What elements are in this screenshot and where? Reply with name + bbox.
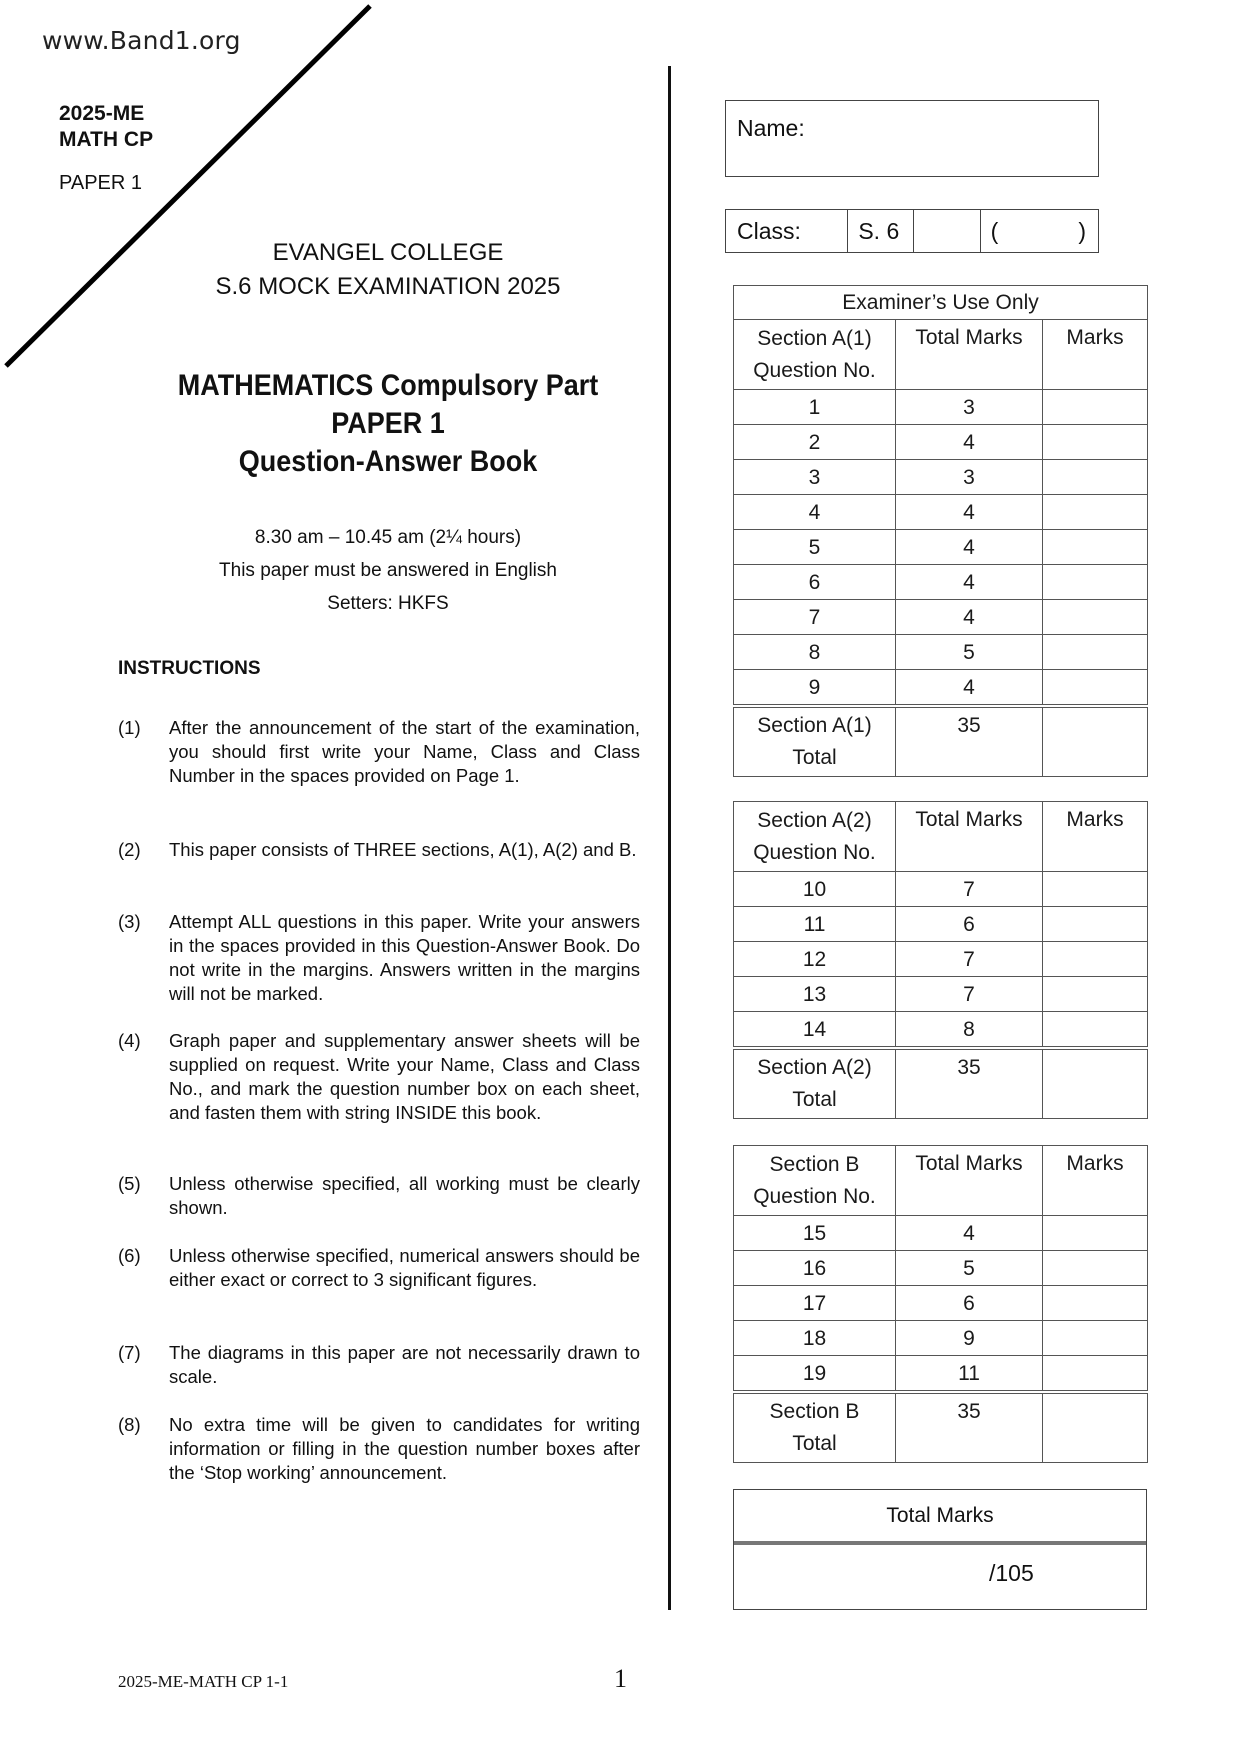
school-name: EVANGEL COLLEGE (272, 239, 504, 266)
total-marks: 3 (896, 390, 1043, 425)
instruction-text: Unless otherwise specified, all working must be clearly shown. (169, 1173, 640, 1218)
total-marks: 6 (896, 907, 1043, 942)
question-no-label: Question No. (753, 1184, 876, 1208)
marks-header: Marks (1043, 320, 1148, 390)
total-marks: 4 (896, 670, 1043, 707)
total-marks: 6 (896, 1286, 1043, 1321)
name-label: Name: (737, 115, 805, 141)
section-total-line1: Section A(1) (757, 714, 872, 737)
marks-cell[interactable] (1043, 1286, 1148, 1321)
marks-cell[interactable] (1043, 425, 1148, 460)
total-marks: 4 (896, 565, 1043, 600)
total-marks: 9 (896, 1321, 1043, 1356)
question-number: 12 (734, 942, 896, 977)
table-row (734, 495, 1148, 530)
question-number: 16 (734, 1251, 896, 1286)
total-marks-header: Total Marks (896, 802, 1043, 872)
examiner-table-section-b (733, 1145, 1148, 1463)
marks-cell[interactable] (1043, 530, 1148, 565)
question-number: 9 (734, 670, 896, 707)
marks-cell[interactable] (1043, 1012, 1148, 1049)
total-marks: 7 (896, 872, 1043, 907)
class-field-row (725, 209, 1099, 253)
question-number: 14 (734, 1012, 896, 1049)
instruction-item (118, 1341, 640, 1389)
total-marks: 8 (896, 1012, 1043, 1049)
exam-name: S.6 MOCK EXAMINATION 2025 (215, 273, 561, 300)
instruction-item (118, 1413, 640, 1485)
total-marks-header: Total Marks (896, 320, 1043, 390)
total-marks: 4 (896, 600, 1043, 635)
section-total-line2: Total (792, 1088, 837, 1111)
section-total-value: 35 (896, 1048, 1043, 1119)
paper-code (59, 101, 153, 153)
instruction-text: Attempt ALL questions in this paper. Write your answers in the spaces provided in this Question-Answer Book. Do not write in the margins. Answers written in the margins will not be marked. (169, 911, 640, 1004)
class-letter-field[interactable] (914, 210, 981, 252)
paper-label: PAPER 1 (59, 172, 142, 194)
marks-header: Marks (1043, 1146, 1148, 1216)
marks-cell[interactable] (1043, 872, 1148, 907)
table-row (734, 977, 1148, 1012)
vertical-divider (668, 66, 671, 1610)
marks-cell[interactable] (1043, 495, 1148, 530)
question-number: 18 (734, 1321, 896, 1356)
total-marks: 3 (896, 460, 1043, 495)
question-number: 7 (734, 600, 896, 635)
question-number: 6 (734, 565, 896, 600)
question-no-label: Question No. (753, 358, 876, 382)
section-name: Section A(2) (757, 808, 872, 832)
examiner-use-only-title: Examiner’s Use Only (734, 286, 1148, 320)
section-total-row (734, 706, 1148, 777)
instruction-number: (3) (118, 911, 141, 932)
marks-cell[interactable] (1043, 977, 1148, 1012)
section-name: Section A(1) (757, 326, 872, 350)
book-title: Question-Answer Book (238, 445, 538, 478)
table-row (734, 425, 1148, 460)
table-row (734, 670, 1148, 707)
total-marks-header: Total Marks (896, 1146, 1043, 1216)
exam-language: This paper must be answered in English (219, 560, 557, 581)
question-number: 3 (734, 460, 896, 495)
table-row (734, 390, 1148, 425)
class-number-close-paren: ) (1078, 217, 1087, 244)
table-row (734, 1216, 1148, 1251)
table-row (734, 600, 1148, 635)
instruction-number: (7) (118, 1342, 141, 1363)
footer-paper-code: 2025-ME-MATH CP 1-1 (118, 1672, 289, 1691)
question-number: 1 (734, 390, 896, 425)
instruction-item (118, 838, 640, 862)
instructions-heading: INSTRUCTIONS (118, 658, 261, 679)
table-row (734, 565, 1148, 600)
section-total-row (734, 1392, 1148, 1463)
instruction-text: The diagrams in this paper are not necessarily drawn to scale. (169, 1342, 640, 1387)
watermark-url: www.Band1.org (42, 26, 241, 55)
table-row (734, 872, 1148, 907)
marks-cell[interactable] (1043, 390, 1148, 425)
table-row (734, 460, 1148, 495)
table-row (734, 1286, 1148, 1321)
instruction-item (118, 1244, 640, 1292)
total-marks: 7 (896, 977, 1043, 1012)
marks-cell[interactable] (1043, 670, 1148, 707)
examiner-table-section-a2 (733, 801, 1148, 1119)
instruction-text: After the announcement of the start of the examination, you should first write your Name, Class and Class Number in the spaces provided on Page 1. (169, 717, 640, 786)
section-total-marks-cell[interactable] (1043, 1392, 1148, 1463)
school-header (110, 236, 666, 304)
marks-cell[interactable] (1043, 907, 1148, 942)
total-marks: 5 (896, 635, 1043, 670)
instruction-item (118, 716, 640, 788)
table-row (734, 635, 1148, 670)
instruction-number: (1) (118, 717, 141, 738)
total-marks: 7 (896, 942, 1043, 977)
instruction-number: (8) (118, 1414, 141, 1435)
section-question-header (734, 802, 896, 872)
instruction-text: Graph paper and supplementary answer sheets will be supplied on request. Write your Name, Class and Class No., and mark the question number box on each sheet, and fasten them with string INSIDE this book. (169, 1030, 640, 1123)
total-marks: 5 (896, 1251, 1043, 1286)
marks-cell[interactable] (1043, 565, 1148, 600)
instruction-number: (4) (118, 1030, 141, 1051)
question-number: 10 (734, 872, 896, 907)
table-row (734, 1251, 1148, 1286)
section-total-value: 35 (896, 706, 1043, 777)
marks-cell[interactable] (1043, 1356, 1148, 1393)
marks-cell[interactable] (1043, 460, 1148, 495)
question-number: 4 (734, 495, 896, 530)
instruction-number: (5) (118, 1173, 141, 1194)
section-total-line1: Section A(2) (757, 1056, 872, 1079)
subject-title: MATHEMATICS Compulsory Part (177, 369, 599, 402)
class-number-open-paren: ( (990, 217, 999, 244)
total-marks: 11 (896, 1356, 1043, 1393)
instruction-item (118, 1172, 640, 1220)
exam-meta (110, 521, 666, 620)
class-number-field[interactable] (981, 210, 1098, 252)
total-marks: 4 (896, 495, 1043, 530)
question-number: 13 (734, 977, 896, 1012)
table-row (734, 530, 1148, 565)
section-total-line1: Section B (769, 1400, 860, 1423)
instruction-text: No extra time will be given to candidates for writing information or filling in the question number boxes after the ‘Stop working’ announcement. (169, 1414, 640, 1483)
instruction-item (118, 1029, 640, 1125)
examiner-table-section-a1 (733, 285, 1148, 777)
marks-header: Marks (1043, 802, 1148, 872)
table-row (734, 1012, 1148, 1049)
instruction-number: (6) (118, 1245, 141, 1266)
question-number: 11 (734, 907, 896, 942)
table-row (734, 907, 1148, 942)
question-number: 2 (734, 425, 896, 460)
paper-title (138, 367, 638, 481)
instruction-text: Unless otherwise specified, numerical answers should be either exact or correct to 3 significant figures. (169, 1245, 640, 1290)
marks-cell[interactable] (1043, 1251, 1148, 1286)
instruction-item (118, 910, 640, 1006)
section-question-header (734, 1146, 896, 1216)
section-total-line2: Total (792, 1432, 837, 1455)
section-name: Section B (769, 1152, 860, 1176)
class-label: Class: (726, 210, 848, 252)
grand-total-label: Total Marks (734, 1490, 1146, 1545)
instruction-number: (2) (118, 839, 141, 860)
section-total-value: 35 (896, 1392, 1043, 1463)
paper-number: PAPER 1 (331, 407, 445, 440)
question-number: 5 (734, 530, 896, 565)
section-total-row (734, 1048, 1148, 1119)
section-question-header (734, 320, 896, 390)
table-row (734, 1356, 1148, 1393)
name-field[interactable] (725, 100, 1099, 177)
marks-cell[interactable] (1043, 600, 1148, 635)
marks-cell[interactable] (1043, 1321, 1148, 1356)
marks-cell[interactable] (1043, 1216, 1148, 1251)
instruction-text: This paper consists of THREE sections, A(1), A(2) and B. (169, 839, 637, 860)
marks-cell[interactable] (1043, 942, 1148, 977)
exam-setters: Setters: HKFS (327, 593, 449, 614)
grand-total-box[interactable] (733, 1489, 1147, 1610)
exam-time: 8.30 am – 10.45 am (2¼ hours) (254, 527, 522, 548)
section-total-marks-cell[interactable] (1043, 706, 1148, 777)
page-number: 1 (614, 1664, 627, 1693)
question-number: 8 (734, 635, 896, 670)
total-marks: 4 (896, 530, 1043, 565)
section-total-label (734, 1048, 896, 1119)
paper-code-line1: 2025-ME (59, 102, 145, 125)
class-value: S. 6 (848, 210, 914, 252)
question-number: 17 (734, 1286, 896, 1321)
section-total-line2: Total (792, 746, 837, 769)
grand-total-value: /105 (989, 1560, 1034, 1586)
section-total-marks-cell[interactable] (1043, 1048, 1148, 1119)
section-total-label (734, 706, 896, 777)
table-row (734, 942, 1148, 977)
total-marks: 4 (896, 1216, 1043, 1251)
marks-cell[interactable] (1043, 635, 1148, 670)
table-row (734, 1321, 1148, 1356)
section-total-label (734, 1392, 896, 1463)
question-no-label: Question No. (753, 840, 876, 864)
total-marks: 4 (896, 425, 1043, 460)
question-number: 15 (734, 1216, 896, 1251)
paper-code-line2: MATH CP (59, 128, 154, 151)
question-number: 19 (734, 1356, 896, 1393)
